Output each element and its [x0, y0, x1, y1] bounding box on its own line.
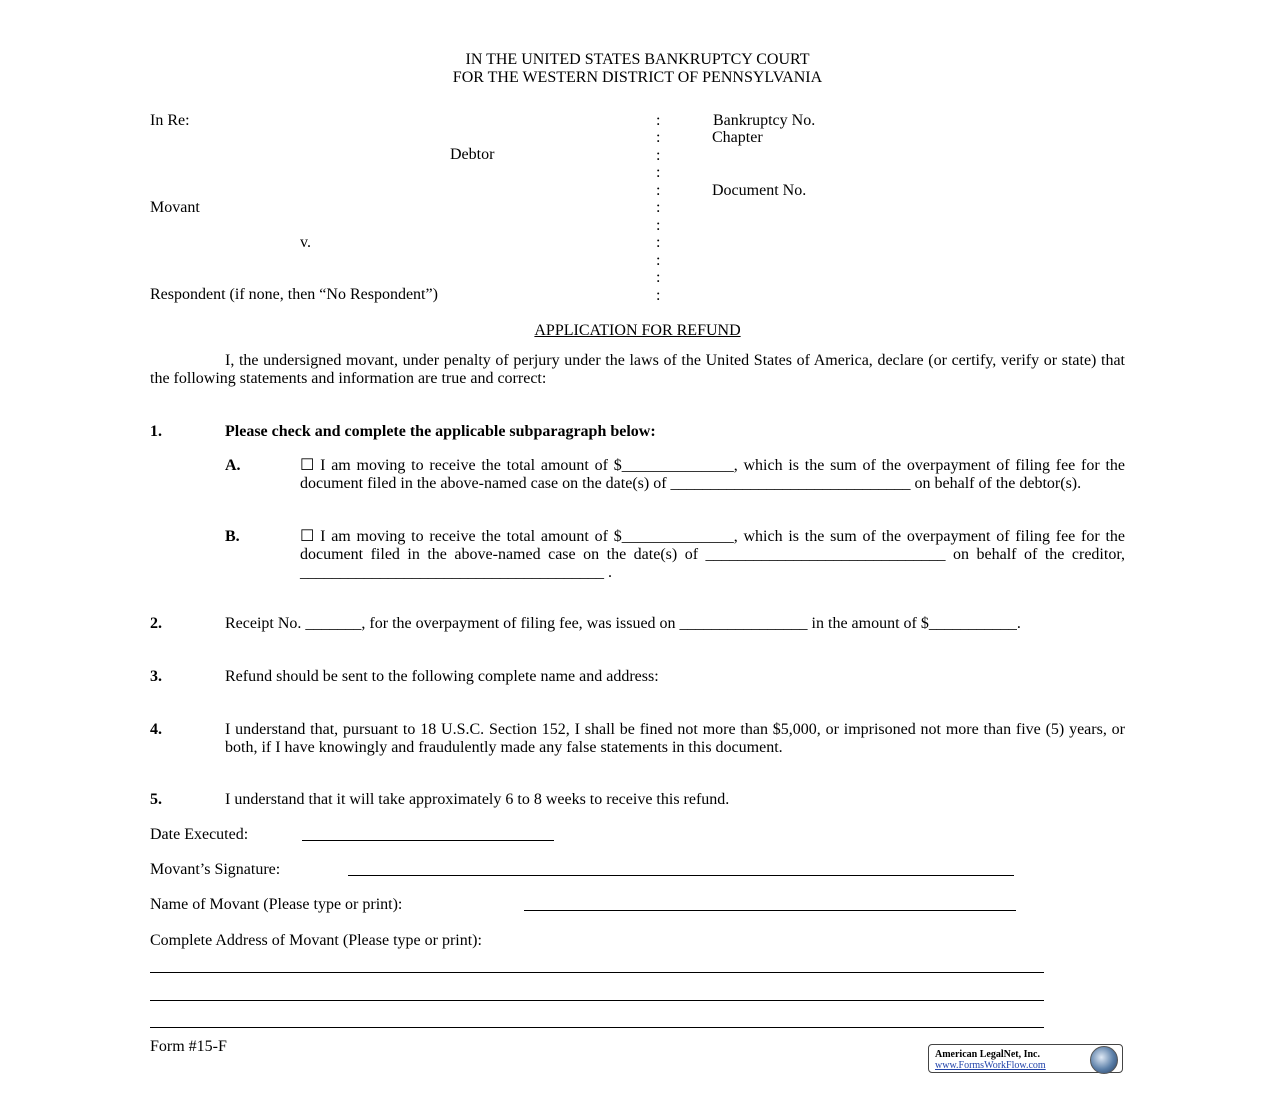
item-3-number: 3.	[150, 668, 162, 685]
caption-colon: :	[656, 112, 661, 129]
item-4-text: I understand that, pursuant to 18 U.S.C. Section 152, I shall be fined not more than $5,000, or imprisoned not more than five (5) years, or both, if I have knowingly and fraudulently made any false statements in this document.	[225, 721, 1125, 756]
movant-signature-label: Movant’s Signature:	[150, 861, 281, 878]
caption-colon: :	[656, 252, 661, 269]
caption-colon: :	[656, 164, 661, 181]
document-no-label: Document No.	[712, 182, 807, 199]
movant-signature-field[interactable]	[348, 875, 1014, 876]
item-3-text: Refund should be sent to the following complete name and address:	[225, 668, 659, 685]
versus-label: v.	[300, 234, 311, 251]
caption-colon: :	[656, 147, 661, 164]
date-executed-field[interactable]	[302, 840, 554, 841]
subparagraph-a-text[interactable]: ☐ I am moving to receive the total amount of $______________, which is the sum of the overpayment of filing fee for the document filed in the above-named case on the date(s) of ______________________________ on behalf of the debtor(s).	[300, 457, 1125, 492]
subparagraph-b-label: B.	[225, 528, 240, 545]
movant-name-label: Name of Movant (Please type or print):	[150, 896, 403, 913]
item-1-number: 1.	[150, 423, 162, 440]
caption-colon: :	[656, 217, 661, 234]
american-legalnet-badge[interactable]	[928, 1044, 1123, 1073]
caption-colon: :	[656, 129, 661, 146]
movant-address-label: Complete Address of Movant (Please type or print):	[150, 932, 482, 949]
subparagraph-a-label: A.	[225, 457, 241, 474]
item-5-text: I understand that it will take approximately 6 to 8 weeks to receive this refund.	[225, 791, 730, 808]
caption-colon: :	[656, 287, 661, 304]
form-number: Form #15-F	[150, 1038, 227, 1055]
intro-paragraph: I, the undersigned movant, under penalty of perjury under the laws of the United States of America, declare (or certify, verify or state) that the following statements and information are true and correct:	[150, 352, 1125, 387]
item-2-number: 2.	[150, 615, 162, 632]
bankruptcy-no-label: Bankruptcy No.	[713, 112, 816, 129]
court-header-line1: IN THE UNITED STATES BANKRUPTCY COURT	[465, 51, 810, 68]
respondent-label: Respondent (if none, then “No Respondent”)	[150, 286, 438, 303]
movant-label: Movant	[150, 199, 200, 216]
caption-colon: :	[656, 269, 661, 286]
badge-company-name: American LegalNet, Inc.	[935, 1049, 1040, 1060]
caption-colon: :	[656, 182, 661, 199]
debtor-label: Debtor	[450, 146, 495, 163]
subparagraph-b-text[interactable]: ☐ I am moving to receive the total amount of $______________, which is the sum of the overpayment of filing fee for the document filed in the above-named case on the date(s) of ______________________________ on behalf of the creditor, ______________________________________ .	[300, 528, 1125, 581]
date-executed-label: Date Executed:	[150, 826, 249, 843]
item-4-number: 4.	[150, 721, 162, 738]
court-header-line2: FOR THE WESTERN DISTRICT OF PENNSYLVANIA	[452, 69, 823, 86]
caption-colon: :	[656, 199, 661, 216]
application-title: APPLICATION FOR REFUND	[534, 322, 741, 339]
address-line-3[interactable]	[150, 1027, 1044, 1028]
movant-name-field[interactable]	[524, 910, 1016, 911]
in-re-label: In Re:	[150, 112, 190, 129]
globe-icon	[1090, 1046, 1118, 1074]
item-5-number: 5.	[150, 791, 162, 808]
chapter-label: Chapter	[712, 129, 763, 146]
address-line-1[interactable]	[150, 972, 1044, 973]
address-line-2[interactable]	[150, 1000, 1044, 1001]
badge-url-link[interactable]: www.FormsWorkFlow.com	[935, 1060, 1046, 1071]
item-2-text: Receipt No. _______, for the overpayment of filing fee, was issued on ________________ in the amount of $___________.	[225, 615, 1021, 632]
item-1-text: Please check and complete the applicable subparagraph below:	[225, 423, 656, 440]
caption-colon: :	[656, 234, 661, 251]
